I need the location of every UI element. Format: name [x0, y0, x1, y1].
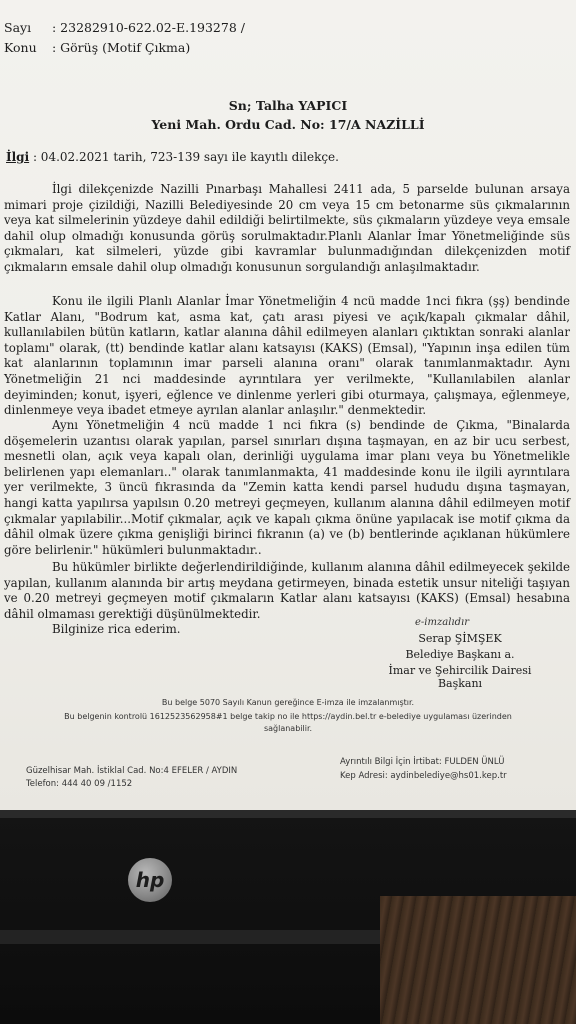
signer-title-2: İmar ve Şehircilik Dairesi Başkanı: [388, 664, 532, 690]
sayi-label: Sayı: [4, 20, 32, 35]
paragraph-3: [4, 418, 570, 558]
paragraph-4: [4, 560, 570, 622]
footnote-line-2: Bu belgenin kontrolü 1612523562958#1 belge takip no ile https://aydin.bel.tr e-belediye uygulaması üzerinden: [64, 712, 512, 721]
signer-title-1: Belediye Başkanı a.: [405, 648, 515, 661]
footnote-line-1: Bu belge 5070 Sayılı Kanun gereğince E-imza ile imzalanmıştır.: [161, 698, 415, 707]
addressee-name: Sn; Talha YAPICI: [228, 98, 348, 113]
sayi-value: : 23282910-622.02-E.193278 /: [51, 20, 245, 35]
footnote-line-3: sağlanabilir.: [263, 724, 313, 733]
footer-phone: Telefon: 444 40 09 /1152: [26, 779, 133, 789]
signer-name: Serap ŞİMŞEK: [418, 632, 502, 645]
footer-contact: Ayrıntılı Bilgi İçin İrtibat: FULDEN ÜNLÜ: [340, 757, 505, 767]
e-signature-mark: e-imzalıdır: [415, 617, 469, 628]
konu-row: [4, 40, 190, 55]
wooden-table: [380, 896, 576, 1024]
paragraph-3-text: Aynı Yönetmeliğin 4 ncü madde 1 nci fıkra (s) bendinde de Çıkma, "Binalarda döşemelerin uzantısı olarak yapılan, parsel sınırları dışına taşmayan, en az bir ucu serbest, mesnetli olan, açık veya kapalı olan, derinliği uygulama imar planı veya bu Yönetmelikle belirlenen yapı elemanları.." olarak tanımlanmakta, 41 maddesinde konu ile ilgili ayrıntılara yer verilmekte, 3 üncü fıkrasında da "Zemin katta kendi parsel hududu dışına taşmayan, hangi katta yapılırsa yapılsın 0.20 metreyi geçmeyen, kullanım alanına dâhil edilmeyen motif çıkmalar yapılabilir...Motif çıkmalar, açık ve kapalı çıkma önüne yapılacak ise motif çıkma da dâhil olmak üzere çıkma genişliği birinci fıkranın (a) ve (b) bentlerinde açıklanan hükümlere göre belirlenir." hükümleri bulunmaktadır..: [4, 418, 570, 557]
paragraph-5-text: Bilginize rica ederim.: [52, 622, 181, 636]
konu-label: Konu: [4, 40, 37, 55]
paragraph-4-text: Bu hükümler birlikte değerlendirildiğinde, kullanım alanına dâhil edilmeyecek şekilde yapılan, kullanım alanında bir artış meydana getirmeyen, binada estetik unsur niteliği taşıyan ve 0.20 metreyi geçmeyen motif çıkmaların Katlar alanı katsayısı (KAKS) (Emsal) hesabına dâhil olmaması gerektiği düşünülmektedir.: [4, 560, 570, 621]
screen-bezel: [0, 810, 576, 818]
paragraph-1: [4, 182, 570, 276]
laptop-base: [0, 810, 576, 1024]
ilgi-line: [6, 150, 339, 164]
paragraph-5: [4, 622, 304, 638]
paragraph-1-text: İlgi dilekçenizde Nazilli Pınarbaşı Mahallesi 2411 ada, 5 parselde bulunan arsaya mimari proje çizildiği, Nazilli Belediyesinde 20 cm veya 15 cm betonarme süs çıkmalarının veya kat silmelerinin yüzdeye dahil edildiği belirtilmekte, süs çıkmaların yüzdeye veya emsale dahil olup olmadığı konusunda görüş sorulmaktadır.Planlı Alanlar İmar Yönetmeliğinde süs çıkmaları, kat silmeleri, yüzde gibi kavramlar bulunmadığından dilekçenizden motif çıkmaların emsale dahil olup olmadığı konusunun sorgulandığı anlaşılmaktadır.: [4, 182, 570, 274]
hp-logo: hp: [128, 858, 172, 902]
paragraph-2-text: Konu ile ilgili Planlı Alanlar İmar Yönetmeliğin 4 ncü madde 1nci fıkra (şş) bendinde Katlar Alanı, "Bodrum kat, asma kat, çatı arası piyesi ve açık/kapalı çıkmalar dâhil, kullanılabilen bütün katların, katlar alanına dâhil edilmeyen alanları çıktıktan sonraki alanlar toplamı" olarak, (tt) bendinde katlar alanı katsayısı (KAKS) (Emsal), "Yapının inşa edilen tüm kat alanlarının toplamının imar parseli alanına oranı" olarak tanımlanmaktadır. Aynı Yönetmeliğin 21 nci maddesinde ayrıntılara yer verilmekte, "Kullanılabilen alanlar deyiminden; konut, işyeri, eğlence ve dinlenme yerleri gibi oturmaya, çalışmaya, eğlenmeye, dinlenmeye veya ibadet etmeye ayrılan alanlar anlaşılır." denmektedir.: [4, 294, 570, 418]
footer-address: Güzelhisar Mah. İstiklal Cad. No:4 EFELER / AYDIN: [26, 766, 238, 776]
ilgi-text: : 04.02.2021 tarih, 723-139 sayı ile kayıtlı dilekçe.: [32, 150, 339, 164]
sayi-row: [4, 20, 245, 35]
paragraph-2: [4, 294, 570, 419]
footer-kep: Kep Adresi: aydinbelediye@hs01.kep.tr: [340, 771, 507, 781]
ilgi-label: İlgi: [6, 150, 30, 164]
addressee-address: Yeni Mah. Ordu Cad. No: 17/A NAZİLLİ: [151, 117, 425, 132]
konu-value: : Görüş (Motif Çıkma): [51, 40, 191, 55]
